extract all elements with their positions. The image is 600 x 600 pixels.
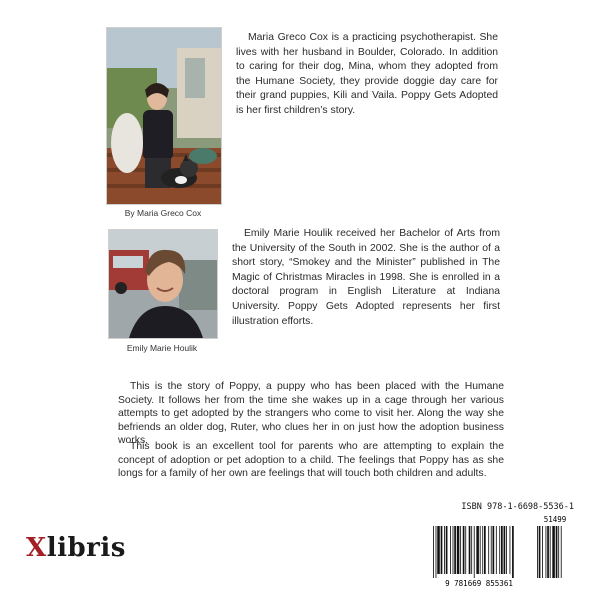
barcode-bar [450, 526, 451, 574]
isbn-label: ISBN 978-1-6698-5536-1 [461, 502, 574, 512]
barcode-addon-bar [550, 526, 551, 578]
barcode-bar [463, 526, 465, 574]
barcode-bar [444, 526, 445, 574]
illustrator-photo-caption: Emily Marie Houlik [126, 343, 198, 353]
barcode-bar [493, 526, 495, 574]
author-bio: Maria Greco Cox is a practicing psychotherapist. She lives with her husband in Boulder, Colorado. In addition to caring for their dog, Mina, whom they adopted from the Humane Society, they provide doggie day care for their grand puppies, Kili and Vaila. Poppy Gets Adopted is her first children’s story. [236, 32, 498, 116]
barcode-bar [506, 526, 507, 574]
barcode-bar [496, 526, 497, 574]
barcode-bar [436, 526, 437, 578]
barcode-addon-bar [539, 526, 541, 578]
barcode-bar [437, 526, 440, 574]
author-photo [106, 27, 222, 205]
barcode-bar [469, 526, 471, 574]
barcode-bar [484, 526, 486, 574]
barcode-bar [480, 526, 481, 574]
barcode-addon-bar [561, 526, 562, 578]
blurb-paragraph-1: This is the story of Poppy, a puppy who has been placed with the Humane Society. It follows her from the time she wakes up in a cage through her various attempts to get adopted by the strangers who come to visit her. Along the way she befriends an older dog, Ruter, who clues her in on just how the adoption business works. [118, 381, 504, 447]
barcode-bar [512, 526, 514, 578]
publisher-logo-text: libris [46, 533, 126, 563]
barcode-addon-bar [547, 526, 549, 578]
author-photo-caption: By Maria Greco Cox [124, 208, 202, 218]
publisher-logo-x: X [26, 533, 47, 563]
barcode-addon-bar [537, 526, 538, 578]
barcode-addon-bar [556, 526, 558, 578]
barcode-bar [474, 526, 475, 578]
barcode-bar [510, 526, 511, 574]
barcode-bar [446, 526, 448, 574]
publisher-logo [26, 533, 126, 563]
barcode-bar [501, 526, 503, 574]
isbn-barcode [426, 513, 576, 589]
barcode-bar [460, 526, 461, 574]
barcode-addon-bar [546, 526, 547, 578]
barcode-bar [441, 526, 443, 574]
barcode-bar [454, 526, 456, 574]
barcode-price-code: 51499 [543, 515, 567, 524]
blurb-paragraph-2: This book is an excellent tool for parents who are attempting to explain the concept of adoption or pet adoption to a child. The feelings that Poppy has as she longs for a family of her own are feelings that will touch both children and adults. [118, 441, 504, 480]
barcode-bar [482, 526, 483, 574]
barcode-digits: 9 781669 855361 [445, 579, 513, 588]
barcode-bar [465, 526, 466, 574]
barcode-bar [457, 526, 460, 574]
illustrator-photo [108, 229, 218, 339]
barcode-bar [504, 526, 506, 574]
barcode-addon-bar [542, 526, 543, 578]
barcode-bar [476, 526, 479, 574]
illustrator-bio: Emily Marie Houlik received her Bachelor of Arts from the University of the South in 2002. She is the author of a short story, “Smokey and the Minister” published in The Magic of Christmas Miracles in 1998. She is enrolled in a doctoral program in English Literature at Indiana University. Poppy Gets Adopted represents her first illustration efforts. [232, 228, 500, 327]
barcode-bar [488, 526, 489, 574]
barcode-bar [491, 526, 492, 574]
barcode-bar [471, 526, 472, 574]
barcode-bar [499, 526, 500, 574]
barcode-addon-bar [558, 526, 559, 578]
barcode-addon-bar [552, 526, 555, 578]
barcode-bar [433, 526, 434, 578]
barcode-bar [453, 526, 454, 574]
